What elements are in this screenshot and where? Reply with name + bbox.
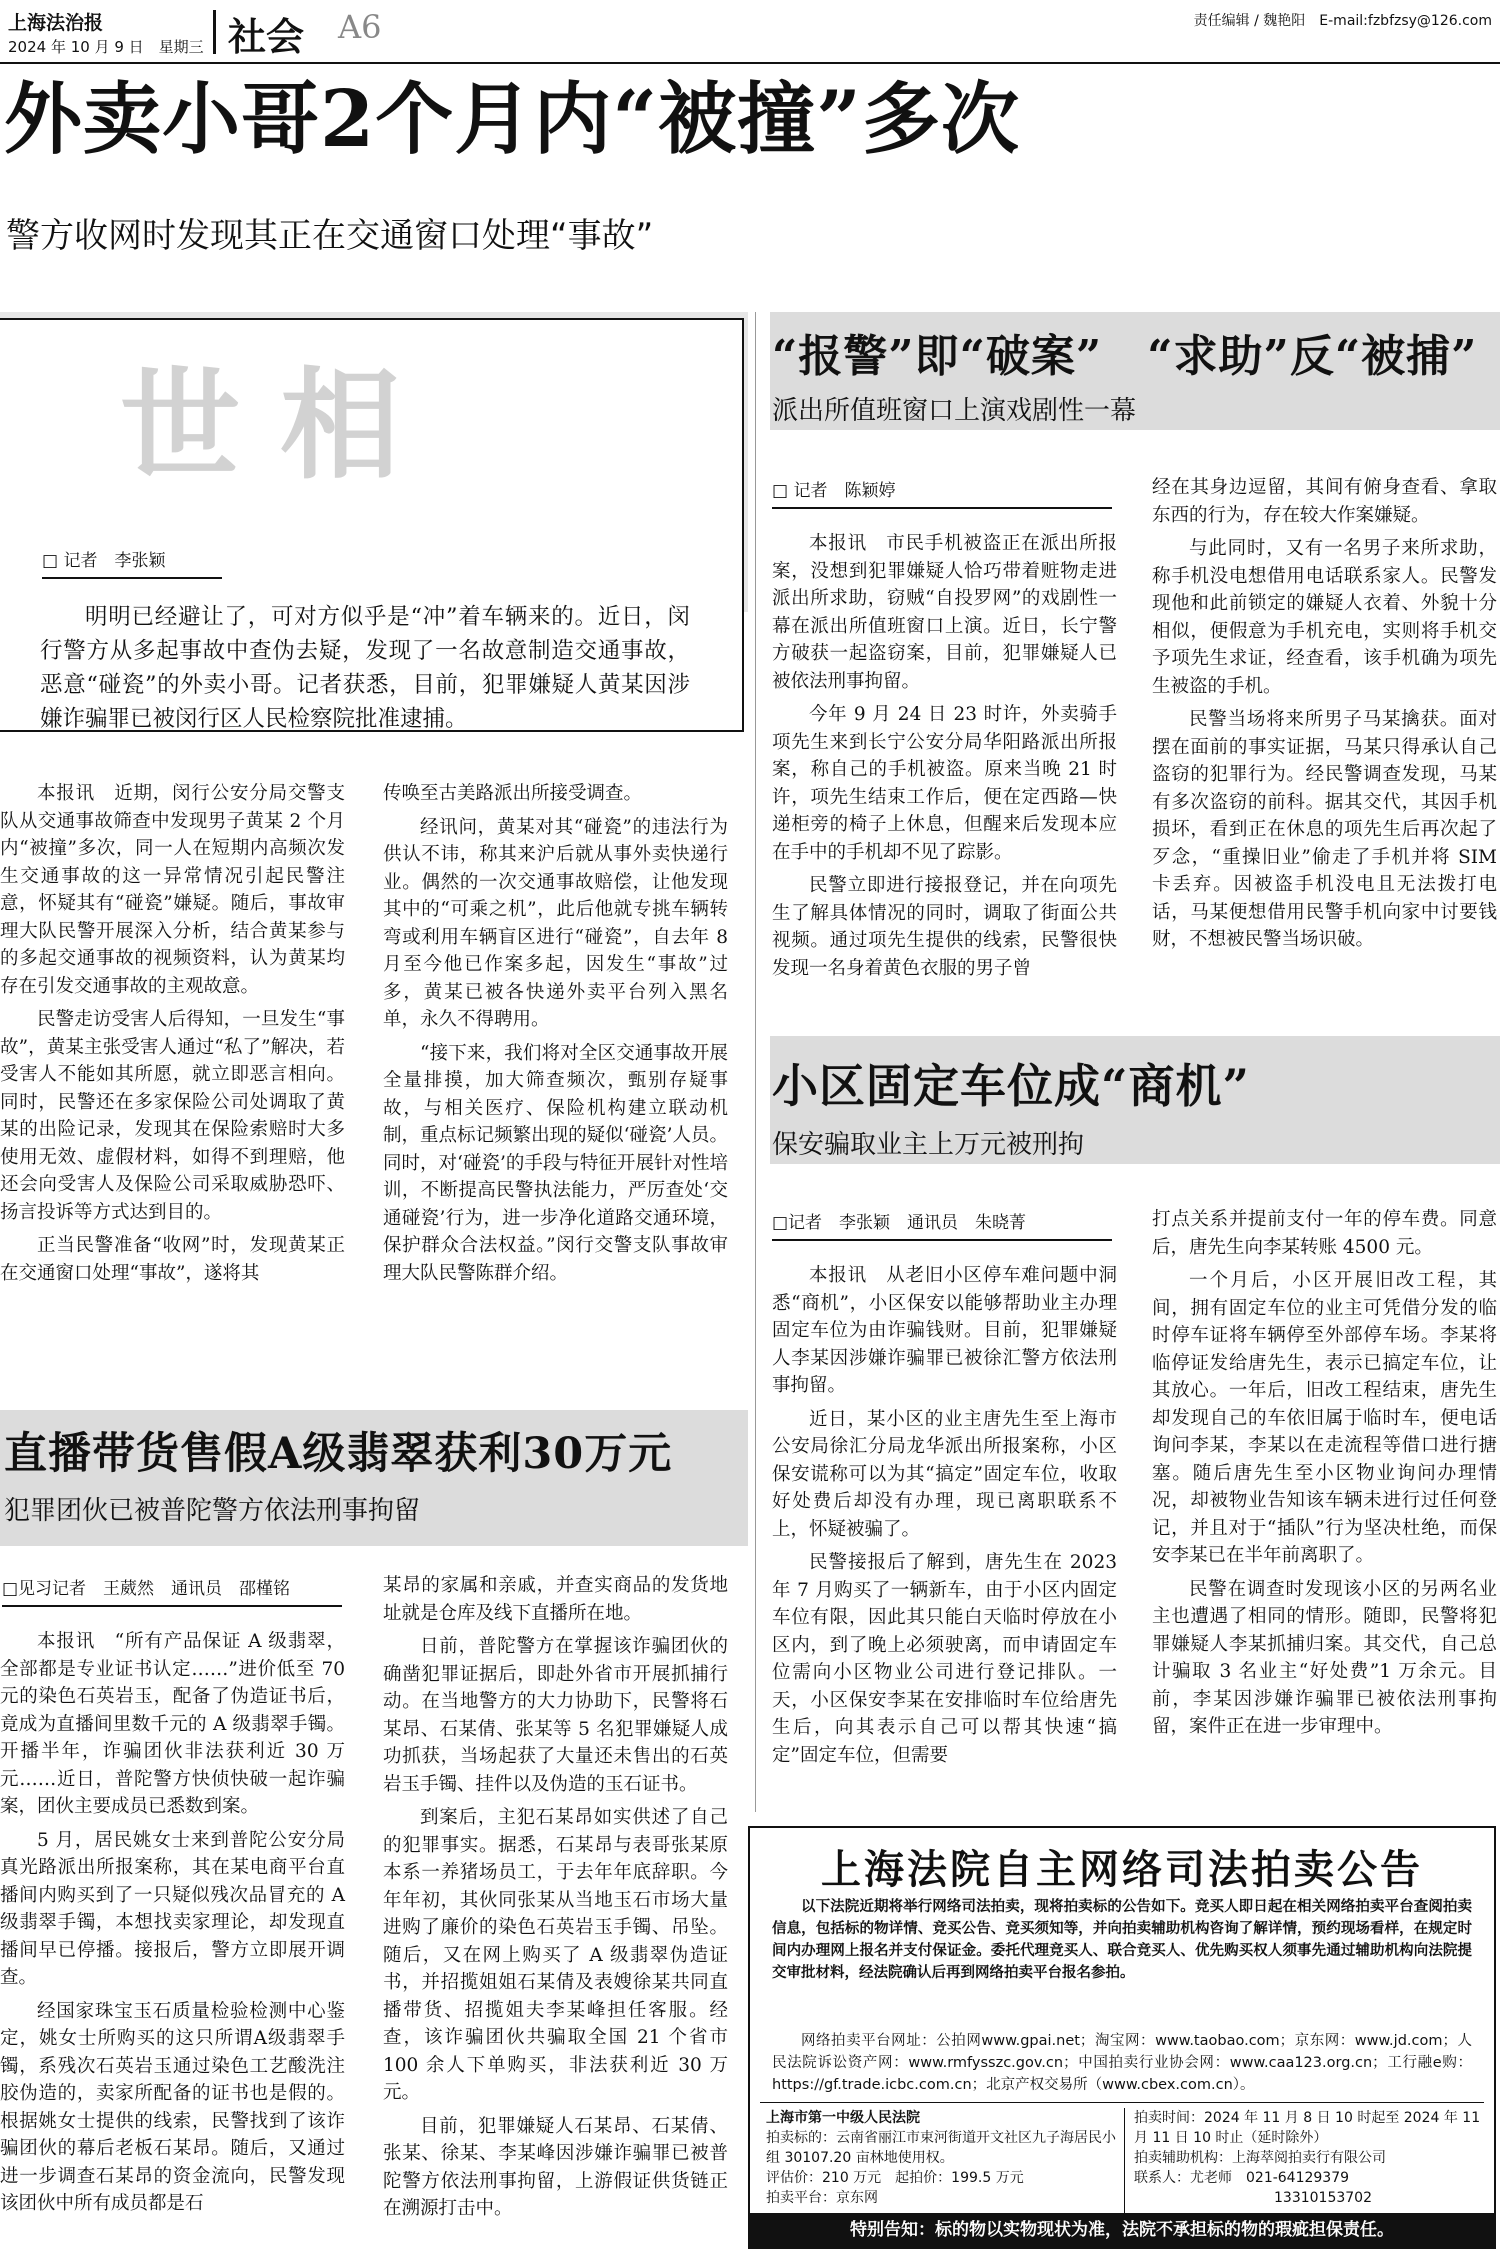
auction-platforms: 网络拍卖平台网址：公拍网www.gpai.net；淘宝网：www.taobao.com；京东网：www.jd.com；人民法院诉讼资产网：www.rmfysszc.gov.cn；中国拍卖行业协会网：www.caa123.org.cn；工行融e购：https://gf.trade.icbc.com.cn；北京产权交易所（www.cbex.com.cn）。 [772, 2033, 1472, 2093]
masthead-divider [213, 10, 216, 54]
auction-right-block [1134, 2108, 1484, 2208]
story2-title: “报警”即“破案” “求助”反“被捕” [772, 331, 1478, 382]
paper-name: 上海法治报 [8, 12, 104, 34]
story2-paragraph: 今年 9 月 24 日 23 时许，外卖骑手项先生来到长宁公安分局华阳路派出所报案，称自己的手机被盗。原来当晚 21 时许，项先生结束工作后，便在定西路—快递柜旁的椅子上休息，但醒来后发现本应在手中的手机却不见了踪影。 [772, 704, 1117, 863]
story4-paragraph: 某昂的家属和亲戚，并查实商品的发货地址就是仓库及线下直播所在地。 [383, 1575, 728, 1624]
story3-paragraph: 本报讯 从老旧小区停车难问题中洞悉“商机”，小区保安以能够帮助业主办理固定车位为由诈骗钱财。目前，犯罪嫌疑人李某因涉嫌诈骗罪已被徐汇警方依法刑事拘留。 [772, 1265, 1117, 1396]
story4-column-2 [383, 1572, 728, 2229]
story1-column-2 [383, 780, 728, 1293]
story2-paragraph: 经在其身边逗留，其间有俯身查看、拿取东西的行为，存在较大作案嫌疑。 [1152, 477, 1497, 526]
column-divider [755, 312, 756, 1812]
story1-paragraph: 本报讯 近期，闵行公安分局交警支队从交通事故筛查中发现男子黄某 2 个月内“被撞”多次，同一人在短期内高频次发生交通事故的这一异常情况引起民警注意，怀疑其有“碰瓷”嫌疑。随后，事故审理大队民警开展深入分析，结合黄某参与的多起交通事故的视频资料，认为黄某均存在引发交通事故的主观故意。 [0, 783, 345, 997]
auction-price: 评估价：210 万元 起拍价：199.5 万元 [766, 2170, 1024, 2186]
auction-time: 拍卖时间：2024 年 11 月 8 日 10 时起至 2024 年 11 月 11 日 10 时止（延时除外） [1134, 2110, 1481, 2146]
story1-paragraph: 民警走访受害人后得知，一旦发生“事故”，黄某主张受害人通过“私了”解决，若受害人不能如其所愿，就立即恶言相向。同时，民警还在多家保险公司处调取了黄某的出险记录，发现其在保险索赔时大多使用无效、虚假材料，如得不到理赔，他还会向受害人及保险公司采取威胁恐吓、扬言投诉等方式达到目的。 [0, 1009, 345, 1223]
story1-paragraph: 正当民警准备“收网”时，发现黄某正在交通窗口处理“事故”，遂将其 [0, 1235, 345, 1284]
auction-special-notice: 特别告知：标的物以实物现状为准，法院不承担标的物的瑕疵担保责任。 [750, 2213, 1494, 2247]
story3-subtitle: 保安骗取业主上万元被刑拘 [772, 1130, 1085, 1160]
story2-column-1 [772, 530, 1117, 988]
story1-subtitle: 警方收网时发现其正在交通窗口处理“事故” [6, 216, 654, 256]
story3-paragraph: 民警接报后了解到，唐先生在 2023 年 7 月购买了一辆新车，由于小区内固定车位有限，因此其只能白天临时停放在小区内，到了晚上必须驶离，而申请固定车位需向小区物业公司进行登记排队。一天，小区保安李某在安排临时车位给唐先生后，向其表示自己可以帮其快速“搞定”固定车位，但需要 [772, 1552, 1117, 1766]
section-name: 社会 [228, 14, 305, 59]
story3-paragraph: 一个月后，小区开展旧改工程，其间，拥有固定车位的业主可凭借分发的临时停车证将车辆停至外部停车场。李某将临停证发给唐先生，表示已搞定车位，让其放心。一年后，旧改工程结束，唐先生却发现自己的车依旧属于临时车，便电话询问李某，李某以在走流程等借口进行搪塞。随后唐先生至小区物业询问办理情况，却被物业告知该车辆未进行过任何登记，并且对于“插队”行为坚决杜绝，而保安李某已在半年前离职了。 [1152, 1270, 1497, 1566]
auction-court: 上海市第一中级人民法院 [766, 2110, 920, 2126]
issue-date: 2024 年 10 月 9 日 星期三 [8, 38, 204, 56]
story2-column-2 [1152, 474, 1497, 960]
story4-paragraph: 目前，犯罪嫌疑人石某昂、石某倩、张某、徐某、李某峰因涉嫌诈骗罪已被普陀警方依法刑事拘留，上游假证供货链正在溯源打击中。 [383, 2115, 728, 2219]
auction-agency: 拍卖辅助机构：上海萃阅拍卖行有限公司 [1134, 2150, 1386, 2166]
column-brand: 世相 [120, 355, 440, 496]
masthead [8, 6, 1492, 58]
story4-subtitle: 犯罪团伙已被普陀警方依法刑事拘留 [4, 1496, 421, 1526]
story4-paragraph: 到案后，主犯石某昂如实供述了自己的犯罪事实。据悉，石某昂与表哥张某原本系一养猪场员工，于去年年底辞职。今年年初，其伙同张某从当地玉石市场大量进购了廉价的染色石英岩玉手镯、吊坠。随后，又在网上购买了 A 级翡翠伪造证书，并招揽姐姐石某倩及表嫂徐某共同直播带货、招揽姐夫李某峰担任客服。经查，该诈骗团伙共骗取全国 21 个省市 100 余人下单购买，非法获利近 30 万元。 [383, 1807, 728, 2103]
story1-column-1 [0, 780, 345, 1293]
story4-paragraph: 经国家珠宝玉石质量检验检测中心鉴定，姚女士所购买的这只所谓A级翡翠手镯，系残次石英岩玉通过染色工艺酸洗注胶伪造的，卖家所配备的证书也是假的。根据姚女士提供的线索，民警找到了该诈骗团伙的幕后老板石某昂。随后，又通过进一步调查石某昂的资金流向，民警发现该团伙中所有成员都是石 [0, 2000, 345, 2214]
story4-paragraph: 本报讯 “所有产品保证 A 级翡翠，全部都是专业证书认定……”进价低至 70 元的染色石英岩玉，配备了伪造证书后，竟成为直播间里数千元的 A 级翡翠手镯。开播半年，诈骗团伙非法获利近 30 万元……近日，普陀警方快侦快破一起诈骗案，团伙主要成员已悉数到案。 [0, 1631, 345, 1817]
story3-paragraph: 近日，某小区的业主唐先生至上海市公安局徐汇分局龙华派出所报案称，小区保安谎称可以为其“搞定”固定车位，收取好处费后却没有办理，现已离职联系不上，怀疑被骗了。 [772, 1408, 1117, 1540]
page-number: A6 [338, 8, 382, 46]
story1-paragraph: 传唤至古美路派出所接受调查。 [383, 783, 643, 804]
auction-intro: 以下法院近期将举行网络司法拍卖，现将拍卖标的公告如下。竞买人即日起在相关网络拍卖平台查阅拍卖信息，包括标的物详情、竞买公告、竞买须知等，并向拍卖辅助机构咨询了解详情，预约现场看样，在规定时间内办理网上报名并支付保证金。委托代理竞买人、联合竞买人、优先购买权人须事先通过辅助机构向法院提交审批材料，经法院确认后再到网络拍卖平台报名参拍。 [772, 1899, 1472, 1981]
story2-paragraph: 本报讯 市民手机被盗正在派出所报案，没想到犯罪嫌疑人恰巧带着赃物走进派出所求助，窃贼“自投罗网”的戏剧性一幕在派出所值班窗口上演。近日，长宁警方破获一起盗窃案，目前，犯罪嫌疑人已被依法刑事拘留。 [772, 533, 1117, 692]
story4-column-1 [0, 1628, 345, 2224]
story2-byline: □ 记者 陈颖婷 [772, 476, 1112, 509]
story3-byline: □记者 李张颖 通讯员 朱晓菁 [772, 1208, 1112, 1241]
story1-byline: □ 记者 李张颖 [42, 546, 222, 579]
story1-title: 外卖小哥2个月内“被撞”多次 [4, 74, 1021, 165]
story1-paragraph: 经讯问，黄某对其“碰瓷”的违法行为供认不讳，称其来沪后就从事外卖快递行业。偶然的一次交通事故赔偿，让他发现其中的“可乘之机”，此后他就专挑车辆转弯或利用车辆盲区进行“碰瓷”，自去年 8 月至今他已作案多起，因发生“事故”过多，黄某已被各快递外卖平台列入黑名单，永久不得聘用。 [383, 816, 728, 1030]
story3-column-2 [1152, 1206, 1497, 1747]
auction-notice [748, 1826, 1496, 2249]
auction-title: 上海法院自主网络司法拍卖公告 [821, 1846, 1423, 1893]
auction-divider [760, 2102, 1484, 2103]
editor-info: 责任编辑 / 魏艳阳 E-mail:fzbfzsy@126.com [1193, 13, 1492, 29]
story3-column-1 [772, 1262, 1117, 1775]
auction-item: 拍卖标的：云南省丽江市束河街道开文社区九子海居民小组 30107.20 亩林地使用权。 [766, 2130, 1116, 2166]
story4-byline: □见习记者 王葳然 通讯员 邵槿铭 [2, 1574, 342, 1607]
story4-paragraph: 日前，普陀警方在掌握该诈骗团伙的确凿犯罪证据后，即赴外省市开展抓捕行动。在当地警方的大力协助下，民警将石某昂、石某倩、张某等 5 名犯罪嫌疑人成功抓获，当场起获了大量还未售出的石英岩玉手镯、挂件以及伪造的玉石证书。 [383, 1636, 728, 1795]
story2-paragraph: 民警当场将来所男子马某擒获。面对摆在面前的事实证据，马某只得承认自己盗窃的犯罪行为。经民警调查发现，马某有多次盗窃的前科。据其交代，其因手机损坏，看到正在休息的项先生后再次起了歹念，“重操旧业”偷走了手机并将 SIM 卡丢弃。因被盗手机没电且无法拨打电话，马某便想借用民警手机向家中讨要钱财，不想被民警当场识破。 [1152, 709, 1497, 950]
story3-paragraph: 打点关系并提前支付一年的停车费。同意后，唐先生向李某转账 4500 元。 [1152, 1209, 1497, 1258]
story2-subtitle: 派出所值班窗口上演戏剧性一幕 [772, 396, 1137, 426]
auction-mid-divider [1124, 2108, 1125, 2214]
story3-paragraph: 民警在调查时发现该小区的另两名业主也遭遇了相同的情形。随即，民警将犯罪嫌疑人李某抓捕归案。其交代，自己总计骗取 3 名业主“好处费”1 万余元。目前，李某因涉嫌诈骗罪已被依法刑事拘留，案件正在进一步审理中。 [1152, 1578, 1497, 1737]
story1-intro: 明明已经避让了，可对方似乎是“冲”着车辆来的。近日，闵行警方从多起事故中查伪去疑，发现了一名故意制造交通事故，恶意“碰瓷”的外卖小哥。记者获悉，目前，犯罪嫌疑人黄某因涉嫌诈骗罪已被闵行区人民检察院批准逮捕。 [40, 604, 690, 732]
auction-contact: 联系人：尤老师 021-64129379 [1134, 2170, 1350, 2186]
auction-left-block [766, 2108, 1116, 2208]
masthead-rule [0, 62, 1500, 64]
story4-paragraph: 5 月，居民姚女士来到普陀公安分局真光路派出所报案称，其在某电商平台直播间内购买到了一只疑似残次品冒充的 A 级翡翠手镯，本想找卖家理论，却发现直播间早已停播。接报后，警方立即展开调查。 [0, 1829, 345, 1988]
story2-paragraph: 民警立即进行接报登记，并在向项先生了解具体情况的同时，调取了街面公共视频。通过项先生提供的线索，民警很快发现一名身着黄色衣服的男子曾 [772, 875, 1117, 979]
auction-platform: 拍卖平台：京东网 [766, 2190, 878, 2206]
story2-paragraph: 与此同时，又有一名男子来所求助，称手机没电想借用电话联系家人。民警发现他和此前锁定的嫌疑人衣着、外貌十分相似，便假意为手机充电，实则将手机交予项先生求证，经查看，该手机确为项先生被盗的手机。 [1152, 538, 1497, 697]
auction-phone2: 13310153702 [1274, 2190, 1372, 2206]
story4-title: 直播带货售假A级翡翠获利30万元 [4, 1429, 673, 1479]
story1-paragraph: “接下来，我们将对全区交通事故开展全量排摸，加大筛查频次，甄别存疑事故，与相关医疗、保险机构建立联动机制，重点标记频繁出现的疑似‘碰瓷’人员。同时，对‘碰瓷’的手段与特征开展针对性培训，不断提高民警执法能力，严厉查处‘交通碰瓷’行为，进一步净化道路交通环境，保护群众合法权益。”闵行交警支队事故审理大队民警陈群介绍。 [383, 1042, 728, 1284]
story3-title: 小区固定车位成“商机” [772, 1059, 1250, 1113]
